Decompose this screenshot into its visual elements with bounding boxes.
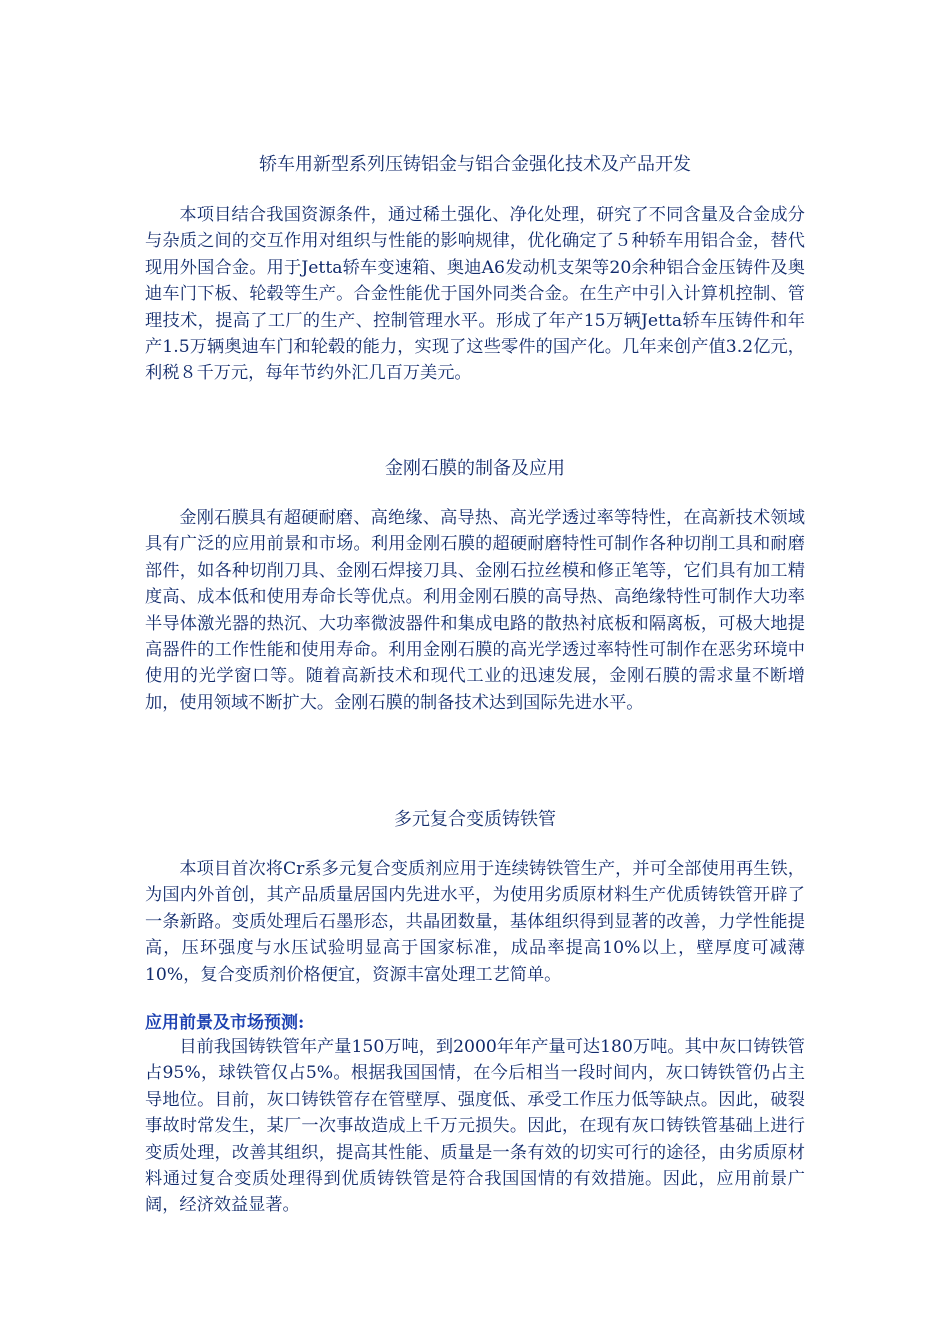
market-outlook-body: 目前我国铸铁管年产量150万吨，到2000年年产量可达180万吨。其中灰口铸铁管占95%，球铁管仅占5%。根据我国国情，在今后相当一段时间内，灰口铸铁管仍占主导地位。目前，灰口铸铁管存在管壁厚、强度低、承受工作压力低等缺点。因此，破裂事故时常发生，某厂一次事故造成上千万元损失。因此，在现有灰口铸铁管基础上进行变质处理，改善其组织，提高其性能、质量是一条有效的切实可行的途径，由劣质原材料通过复合变质处理得到优质铸铁管是符合我国国情的有效措施。因此，应用前景广阔，经济效益显著。 [145, 1037, 805, 1216]
section-1-body: 本项目结合我国资源条件，通过稀土强化、净化处理，研究了不同含量及合金成分与杂质之间的交互作用对组织与性能的影响规律，优化确定了５种轿车用铝合金，替代现用外国合金。用于Jetta轿车变速箱、奥迪A6发动机支架等20余种铝合金压铸件及奥迪车门下板、轮毂等生产。合金性能优于国外同类合金。在生产中引入计算机控制、管理技术，提高了工厂的生产、控制管理水平。形成了年产15万辆Jetta轿车压铸件和年产1.5万辆奥迪车门和轮毂的能力，实现了这些零件的国产化。几年来创产值3.2亿元，利税８千万元，每年节约外汇几百万美元。 [145, 205, 805, 384]
market-outlook-heading: 应用前景及市场预测: [145, 1013, 305, 1033]
section-2-body: 金刚石膜具有超硬耐磨、高绝缘、高导热、高光学透过率等特性，在高新技术领域具有广泛的应用前景和市场。利用金刚石膜的超硬耐磨特性可制作各种切削工具和耐磨部件，如各种切削刀具、金刚石焊接刀具、金刚石拉丝模和修正笔等，它们具有加工精度高、成本低和使用寿命长等优点。利用金刚石膜的高导热、高绝缘特性可制作大功率半导体激光器的热沉、大功率微波器件和集成电路的散热衬底板和隔离板，可极大地提高器件的工作性能和使用寿命。利用金刚石膜的高光学透过率特性可制作在恶劣环境中使用的光学窗口等。随着高新技术和现代工业的迅速发展，金刚石膜的需求量不断增加，使用领域不断扩大。金刚石膜的制备技术达到国际先进水平。 [145, 508, 805, 713]
section-3-title: 多元复合变质铸铁管 [394, 809, 556, 830]
section-2-title: 金刚石膜的制备及应用 [385, 458, 565, 479]
section-1-title: 轿车用新型系列压铸铝金与铝合金强化技术及产品开发 [259, 154, 691, 175]
section-3-body: 本项目首次将Cr系多元复合变质剂应用于连续铸铁管生产，并可全部使用再生铁，为国内外首创，其产品质量居国内先进水平，为使用劣质原材料生产优质铸铁管开辟了一条新路。变质处理后石墨形态，共晶团数量，基体组织得到显著的改善，力学性能提高，压环强度与水压试验明显高于国家标准，成品率提高10%以上，壁厚度可减薄10%，复合变质剂价格便宜，资源丰富处理工艺简单。 [145, 859, 805, 985]
